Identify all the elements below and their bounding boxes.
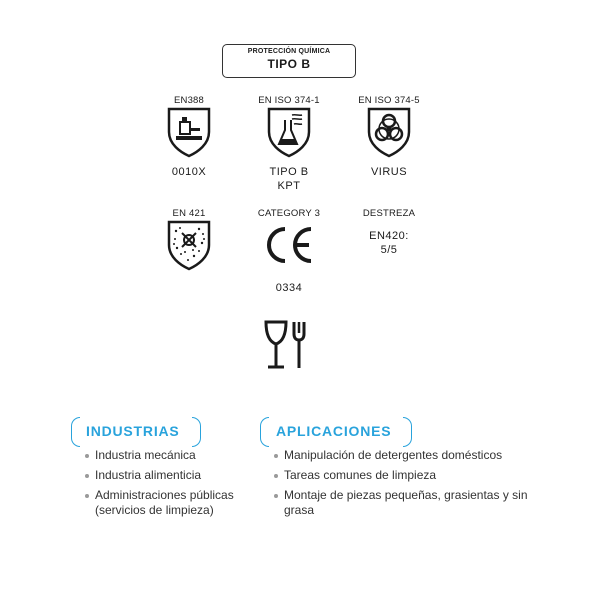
standard-code: EN420: <box>369 230 409 242</box>
protection-type-box <box>222 44 356 78</box>
industrias-title: INDUSTRIAS <box>86 423 180 439</box>
standard-en388 <box>134 95 244 179</box>
aplicaciones-list <box>274 448 549 523</box>
standard-code: TIPO B <box>269 166 309 178</box>
mechanical-hazard-icon <box>166 106 212 158</box>
standard-code: 0010X <box>171 166 207 178</box>
radioactive-contamination-icon <box>166 219 212 271</box>
chemical-flask-icon <box>266 106 312 158</box>
standard-code: 0334 <box>275 282 303 294</box>
list-item: Industria mecánica <box>85 448 255 463</box>
biohazard-icon <box>366 106 412 158</box>
bracket-left <box>71 417 80 447</box>
list-item: Manipulación de detergentes domésticos <box>274 448 549 463</box>
industrias-heading <box>71 417 201 445</box>
standard-label: EN ISO 374-5 <box>358 95 420 106</box>
food-contact-icon <box>262 318 316 372</box>
standard-destreza <box>334 208 444 257</box>
standard-label: CATEGORY 3 <box>257 208 321 219</box>
aplicaciones-title: APLICACIONES <box>276 423 392 439</box>
standard-en-iso-374-1 <box>234 95 344 193</box>
list-item: Industria alimenticia <box>85 468 255 483</box>
standard-label: EN ISO 374-1 <box>258 95 320 106</box>
standard-category-3 <box>234 208 344 295</box>
ce-mark-icon <box>261 219 317 271</box>
bracket-right <box>403 417 412 447</box>
bracket-left <box>260 417 269 447</box>
standard-en421 <box>134 208 244 271</box>
list-item: Administraciones públicas (servicios de limpieza) <box>85 488 255 518</box>
standard-code-line2: 5/5 <box>380 244 398 256</box>
list-item: Tareas comunes de limpieza <box>274 468 549 483</box>
protection-category: PROTECCIÓN QUÍMICA <box>247 48 331 55</box>
standard-label: EN388 <box>173 95 205 106</box>
protection-type: TIPO B <box>267 57 311 71</box>
standard-en-iso-374-5 <box>334 95 444 179</box>
standard-label: DESTREZA <box>362 208 416 219</box>
aplicaciones-heading <box>260 417 412 445</box>
industrias-list <box>85 448 255 523</box>
standard-code: VIRUS <box>370 166 408 178</box>
standard-label: EN 421 <box>172 208 206 219</box>
list-item: Montaje de piezas pequeñas, grasientas y sin grasa <box>274 488 549 518</box>
standard-code-line2: KPT <box>277 180 301 192</box>
bracket-right <box>192 417 201 447</box>
